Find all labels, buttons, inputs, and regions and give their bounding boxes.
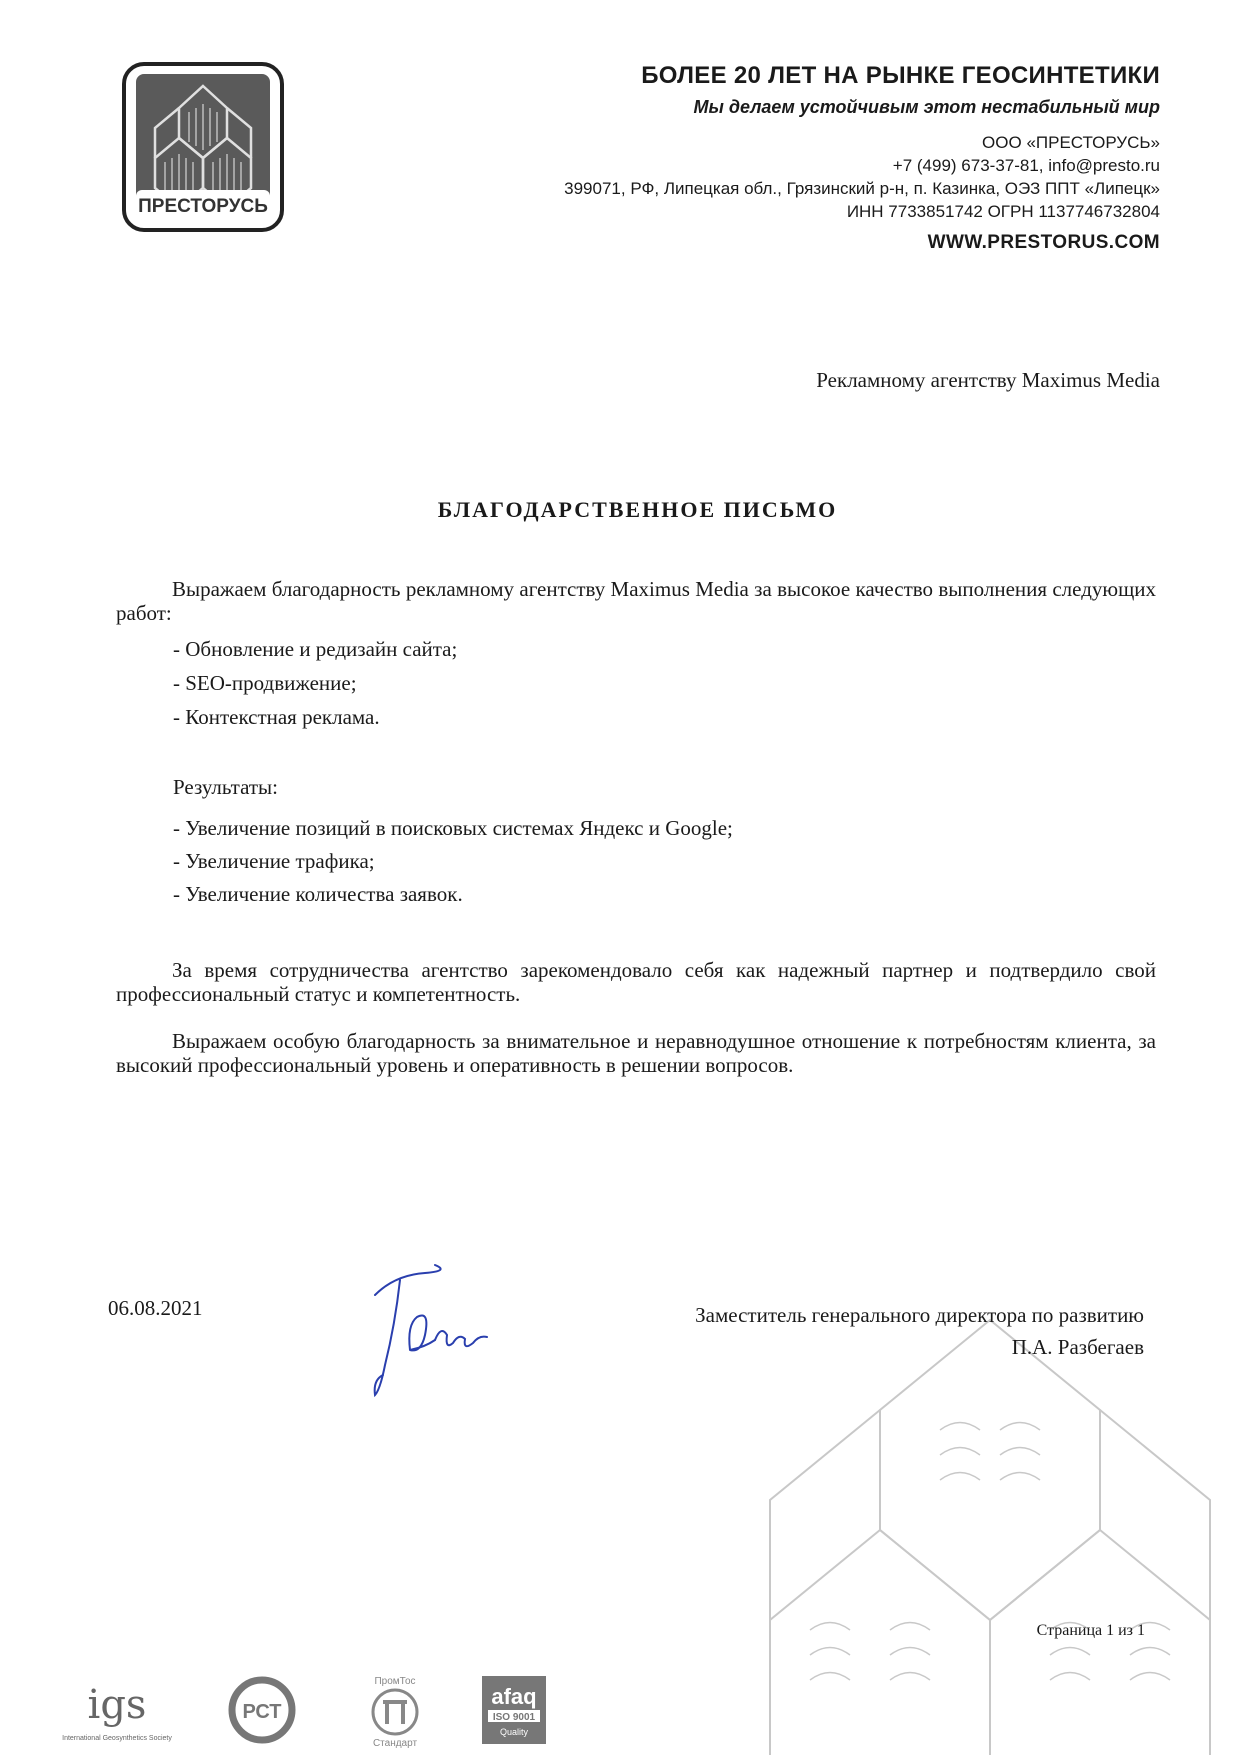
results-heading: Результаты: (173, 775, 278, 799)
handwritten-signature (355, 1255, 495, 1410)
company-registration: ИНН 7733851742 ОГРН 1137746732804 (846, 202, 1160, 221)
intro-paragraph: Выражаем благодарность рекламному агентству Maximus Media за высокое качество выполнения следующих работ: (116, 577, 1156, 625)
list-item: - Обновление и редизайн сайта; (173, 637, 458, 661)
contact-phone-email: +7 (499) 673-37-81, info@presto.ru (892, 156, 1160, 175)
partner-paragraph: За время сотрудничества агентство зарекомендовало себя как надежный партнер и подтвердило свой профессиональный статус и компетентность. (116, 958, 1156, 1006)
company-address: 399071, РФ, Липецкая обл., Грязинский р-н, п. Казинка, ОЭЗ ППТ «Липецк» (564, 179, 1160, 198)
tagline-primary: БОЛЕЕ 20 ЛЕТ НА РЫНКЕ ГЕОСИНТЕТИКИ (641, 62, 1160, 89)
afaq-quality: Quality (499, 1727, 529, 1737)
company-name: ООО «ПРЕСТОРУСЬ» (982, 133, 1160, 152)
list-item: - Контекстная реклама. (173, 705, 380, 729)
afaq-iso: ISO 9001 (492, 1712, 536, 1723)
letter-date: 06.08.2021 (108, 1296, 203, 1320)
promtos-certification-logo (355, 1670, 435, 1750)
igs-caption: International Geosynthetics Society (62, 1735, 172, 1742)
signer-position: Заместитель генерального директора по развитию (695, 1303, 1144, 1327)
page-number: Страница 1 из 1 (1036, 1622, 1145, 1639)
rst-certification-logo (222, 1670, 302, 1750)
afaq-iso-logo (478, 1670, 550, 1750)
igs-mark: igs (87, 1682, 147, 1728)
list-item: - Увеличение трафика; (173, 849, 375, 873)
logo-text: ПРЕСТОРУСЬ (138, 196, 268, 217)
rst-mark: РСТ (242, 1701, 282, 1723)
results-list (173, 816, 733, 915)
letter-title: БЛАГОДАРСТВЕННОЕ ПИСЬМО (437, 497, 838, 522)
promtos-top: ПромТос (374, 1676, 416, 1687)
thanks-paragraph: Выражаем особую благодарность за внимательное и неравнодушное отношение к потребностям клиента, за высокий профессиональный уровень и оперативность в решении вопросов. (116, 1029, 1156, 1077)
afaq-mark: afaq (491, 1684, 537, 1709)
list-item: - Увеличение количества заявок. (173, 882, 463, 906)
signer-name: П.А. Разбегаев (1011, 1335, 1144, 1359)
company-logo (122, 62, 284, 232)
list-item: - SEO-продвижение; (173, 671, 357, 695)
works-list (173, 637, 457, 739)
promtos-bottom: Стандарт (372, 1738, 418, 1749)
company-website: WWW.PRESTORUS.COM (927, 232, 1160, 253)
watermark-pattern (740, 1300, 1240, 1755)
igs-logo (50, 1670, 185, 1750)
tagline-secondary: Мы делаем устойчивым этот нестабильный мир (693, 97, 1160, 117)
list-item: - Увеличение позиций в поисковых системах Яндекс и Google; (173, 816, 733, 840)
recipient: Рекламному агентству Maximus Media (816, 368, 1160, 392)
